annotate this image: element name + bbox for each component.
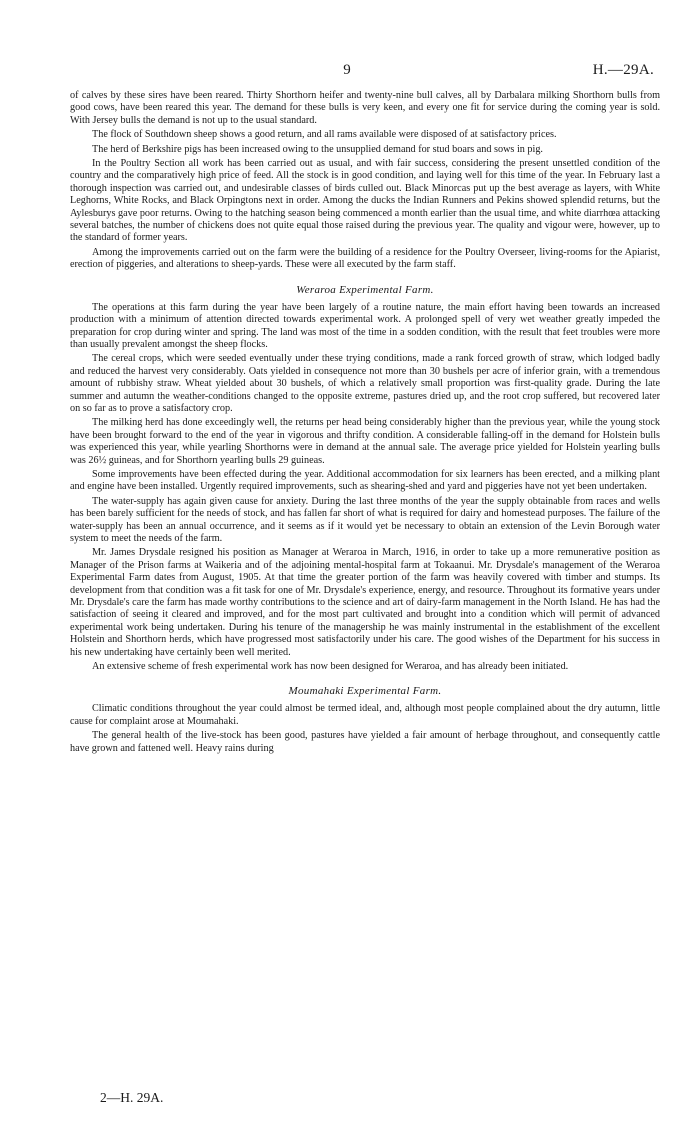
section-heading-weraroa: Weraroa Experimental Farm. <box>296 283 434 296</box>
paragraph: Some improvements have been effected during the year. Additional accommodation for six learners has been erected, and a milking plant and engine have been installed. Urgently required improvements, such as shearing-shed and yard and piggeries have not yet been undertaken. <box>70 468 660 493</box>
paragraph: The water-supply has again given cause for anxiety. During the last three months of the year the supply obtainable from races and wells has been barely sufficient for the needs of stock, and has fallen far short of what is required for dairy and homestead purposes. The failure of the water-supply has been an annual occurrence, and it seems as if it would yet be necessary to obtain an extension of the Levin Borough water system to meet the needs of the farm. <box>70 495 660 544</box>
paragraph: The general health of the live-stock has been good, pastures have yielded a fair amount of herbage throughout, and consequently cattle have grown and fattened well. Heavy rains during <box>70 730 660 754</box>
section-heading-moumahaki: Moumahaki Experimental Farm. <box>288 685 442 698</box>
page-number: 9 <box>343 62 351 78</box>
paragraph: Among the improvements carried out on the farm were the building of a residence for the Poultry Overseer, living-rooms for the Apiarist, erection of piggeries, and alterations to sheep-yards. These were all executed by the farm staff. <box>70 246 660 271</box>
paragraph: Mr. James Drysdale resigned his position as Manager at Weraroa in March, 1916, in order to take up a more remunerative position as Manager of the Prison farms at Waikeria and of the adjoining mental-hospital farm at Tokaanui. Mr. Drysdale's management of the Weraroa Experimental Farm dates from August, 1905. At that time the greater portion of the farm was heavily covered with timber and stumps. Its development from that condition was a fit task for one of Mr. Drysdale's experience, energy, and resource. Throughout its formative years under Mr. Drysdale's care the farm has made worthy contributions to the science and art of dairy-farm management in the North Island. He has had the satisfaction of seeing it cleared and improved, and for the most part cultivated and brought into a condition which will permit of advanced experimental work being undertaken. During his tenure of the managership he was mainly instrumental in the establishment of the excellent Holstein and Shorthorn herds, which have progressed most satisfactorily under his care. The good wishes of the Department for his success in his new undertaking have certainly been well merited. <box>70 547 660 658</box>
paragraph: The flock of Southdown sheep shows a good return, and all rams available were disposed of at satisfactory prices. <box>92 129 557 141</box>
paragraph: The cereal crops, which were seeded eventually under these trying conditions, made a rank forced growth of straw, which lodged badly and reduced the harvest very considerably. Oats yielded in consequence not more than 30 bushels per acre of inferior grain, with a tremendous amount of rubbishy straw. Wheat yielded about 30 bushels, of which a relatively small proportion was first-quality grade. During the late summer and autumn the weather-conditions changed to the opposite extreme, pastures dried up, and the root crop suffered, but recovered later on so far as to prove a satisfactory crop. <box>70 353 660 414</box>
paragraph: of calves by these sires have been reared. Thirty Shorthorn heifer and twenty-nine bull calves, all by Darbalara milking Shorthorn bulls from good cows, have been reared this year. The demand for these bulls is very keen, and every one fit for service during the coming year is sold. With Jersey bulls the demand is not up to the usual standard. <box>70 90 660 126</box>
paragraph: The operations at this farm during the year have been largely of a routine nature, the main effort having been towards an increased production with a minimum of attention directed towards experimental work. A prolonged spell of very wet weather greatly impeded the preparation for crop during winter and spring. The land was most of the time in a sodden condition, with the result that feet troubles were more than usually prevalent amongst the sheep flocks. <box>70 301 660 350</box>
footer-signature: 2—H. 29A. <box>100 1090 164 1105</box>
document-body <box>70 90 660 757</box>
document-reference: H.—29A. <box>592 62 654 78</box>
paragraph: An extensive scheme of fresh experimental work has now been designed for Weraroa, and has already been initiated. <box>92 661 569 673</box>
paragraph: In the Poultry Section all work has been carried out as usual, and with fair success, considering the present unsettled condition of the country and the comparatively high price of feed. All the stock is in good condition, and laying well for this time of the year. In February last a thorough inspection was carried out, and undesirable classes of birds culled out. Black Minorcas put up the best average as layers, with White Leghorns, White Rocks, and Black Orpingtons next in order. Among the ducks the Indian Runners and Pekins showed splendid returns, but the Aylesburys gave poor returns. Owing to the hatching season being commenced a month earlier than the usual time, and white diarrhœa attacking several batches, the number of chickens does not quite equal those raised during the previous year. The quality and vigour were, however, up to the standard of former years. <box>70 158 660 244</box>
paragraph: Climatic conditions throughout the year could almost be termed ideal, and, although most people complained about the dry autumn, little cause for complaint arose at Moumahaki. <box>70 703 660 727</box>
paragraph: The milking herd has done exceedingly well, the returns per head being considerably higher than the previous year, while the young stock have been brought forward to the end of the year in vigorous and thrifty condition. A considerable falling-off in the demand for Holstein bulls was experienced this year, while yearling Shorthorns were in demand at the annual sale. The average price yielded for Holstein yearling bulls was 26½ guineas, and for Shorthorn yearling bulls 29 guineas. <box>70 417 660 466</box>
paragraph: The herd of Berkshire pigs has been increased owing to the unsupplied demand for stud boars and sows in pig. <box>92 143 543 155</box>
